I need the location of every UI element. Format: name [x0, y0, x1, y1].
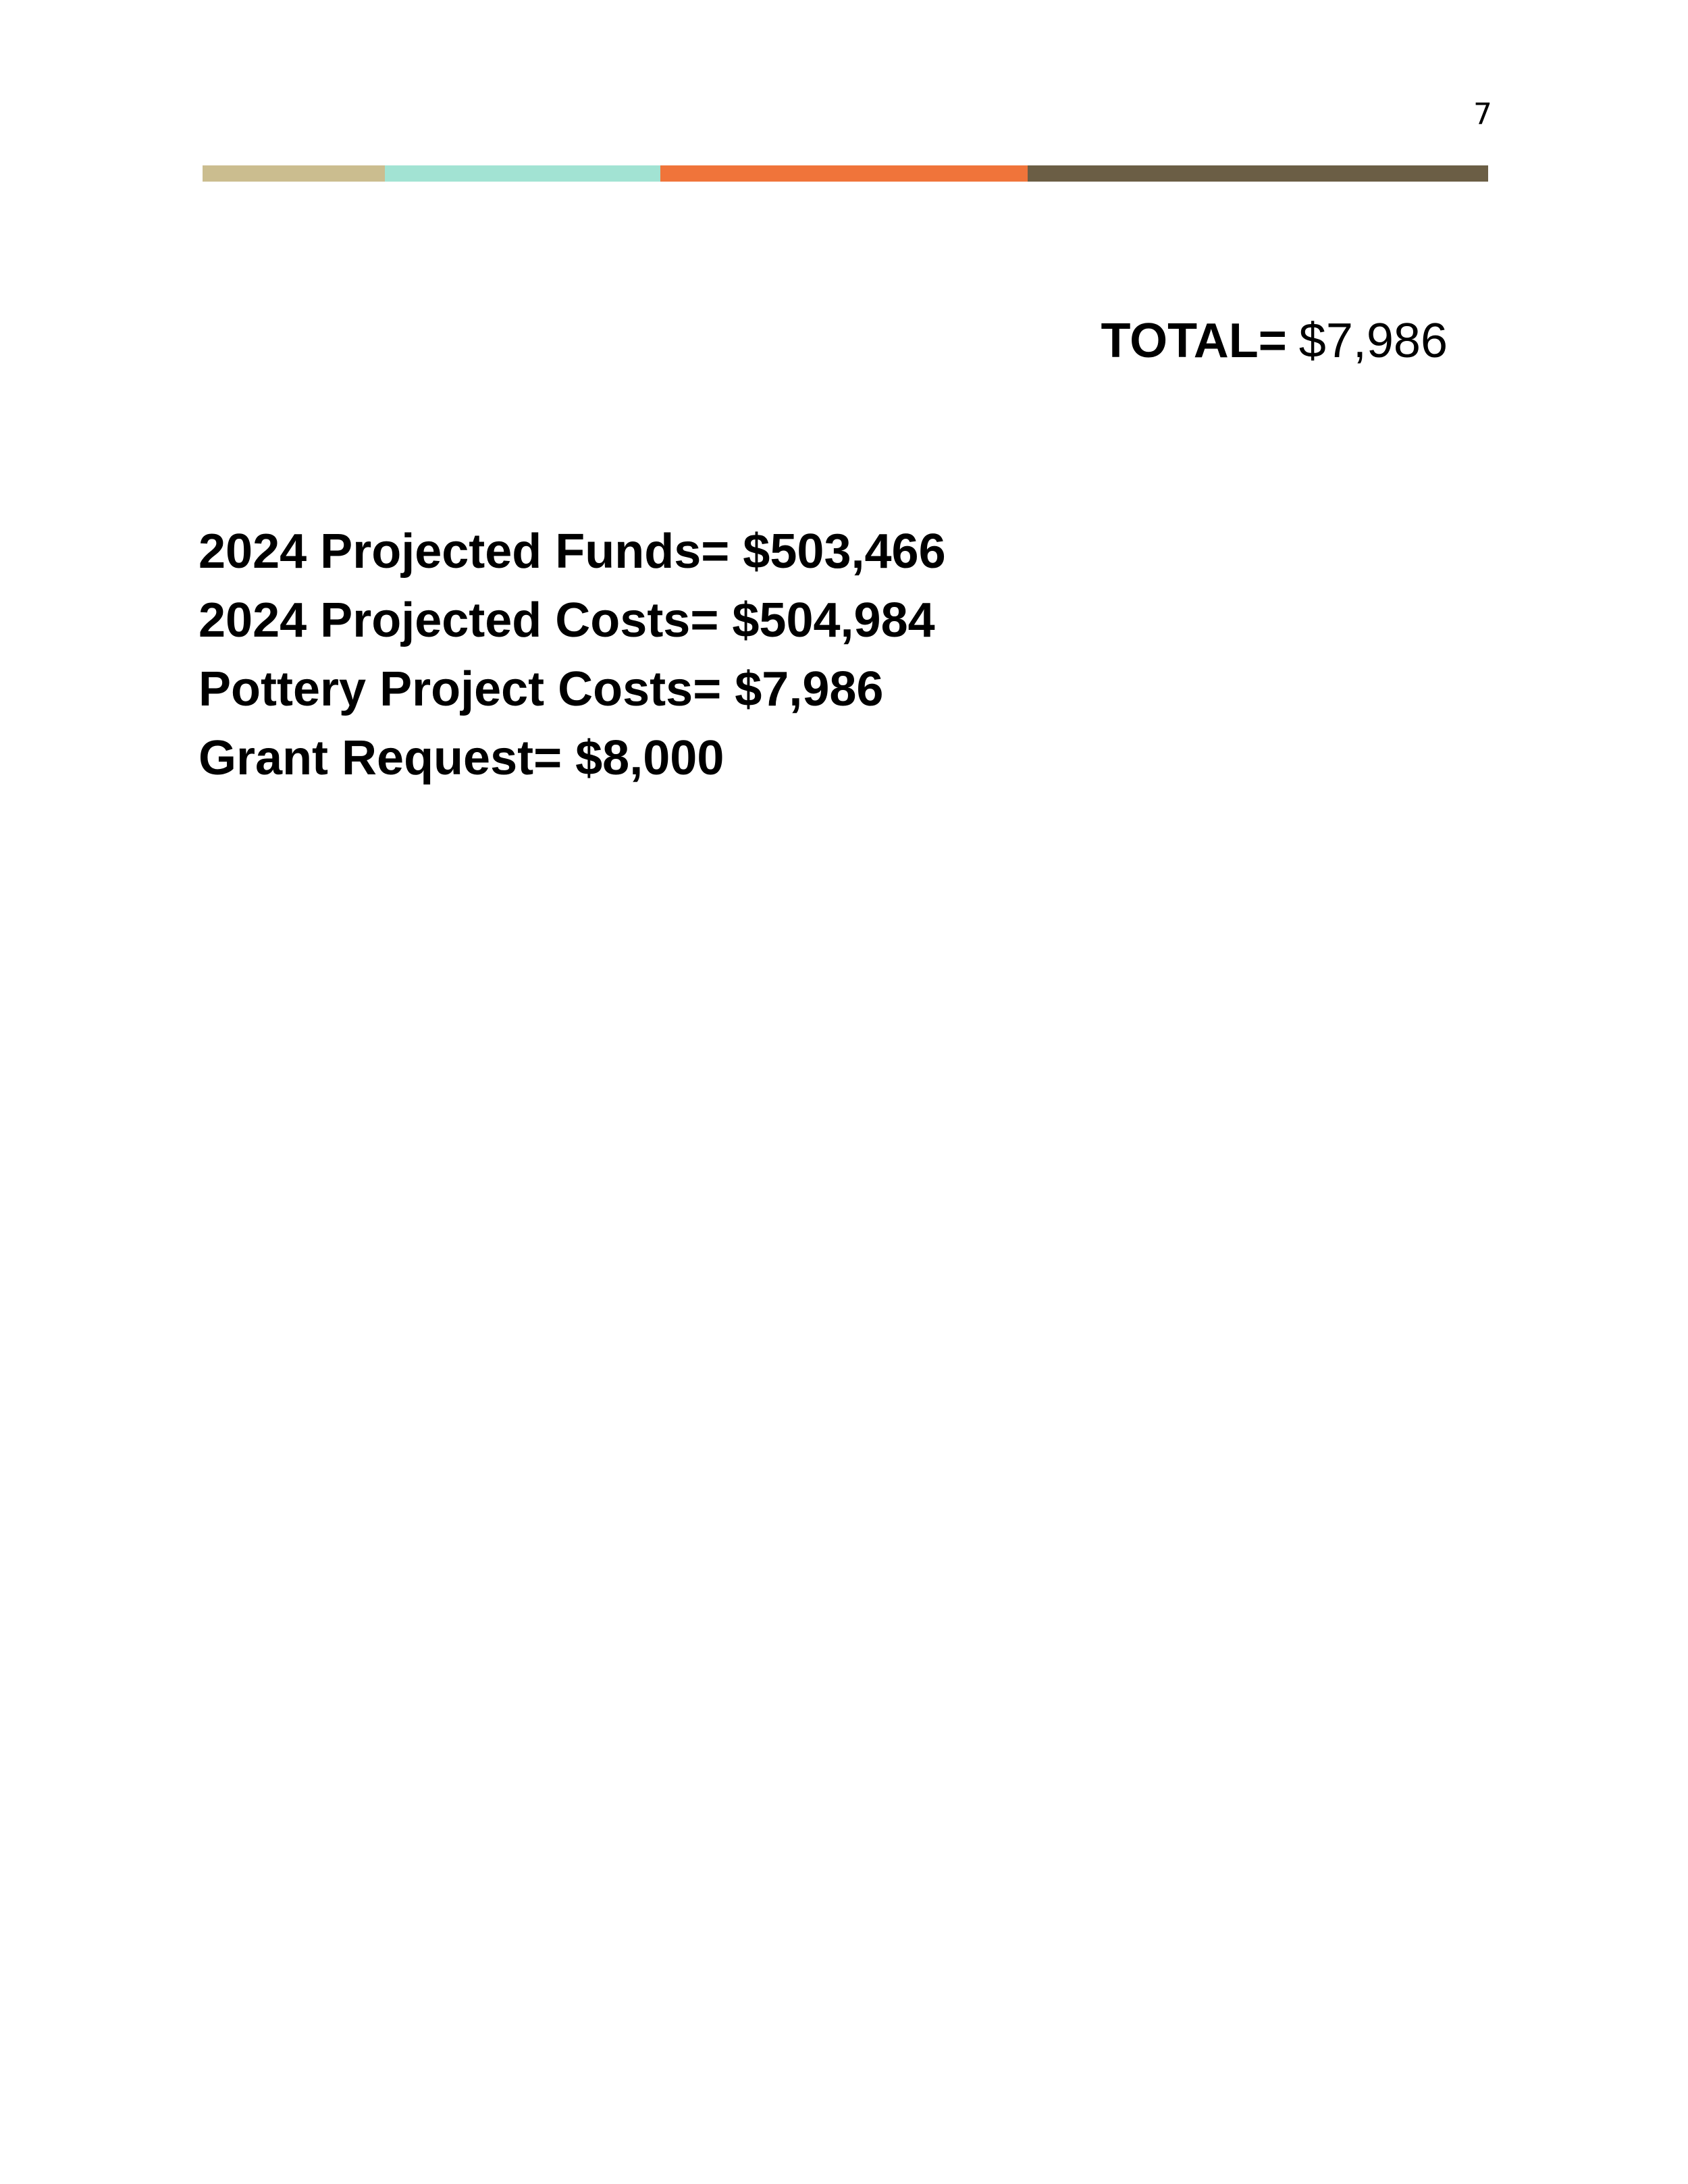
projected-costs-line: 2024 Projected Costs= $504,984: [199, 593, 935, 647]
total-line: [1101, 315, 1448, 368]
color-bar-segment-mint: [385, 165, 660, 182]
color-bar-segment-brown: [1028, 165, 1488, 182]
header-color-bar: [203, 165, 1488, 182]
total-value: $7,986: [1298, 314, 1448, 368]
grant-request-line: Grant Request= $8,000: [199, 731, 724, 785]
projected-funds-line: 2024 Projected Funds= $503,466: [199, 525, 946, 579]
total-label: TOTAL=: [1101, 314, 1287, 368]
color-bar-segment-orange: [660, 165, 1028, 182]
budget-summary: [199, 517, 946, 793]
page-number: 7: [1473, 97, 1492, 132]
pottery-project-costs-line: Pottery Project Costs= $7,986: [199, 662, 884, 716]
color-bar-segment-tan: [203, 165, 385, 182]
